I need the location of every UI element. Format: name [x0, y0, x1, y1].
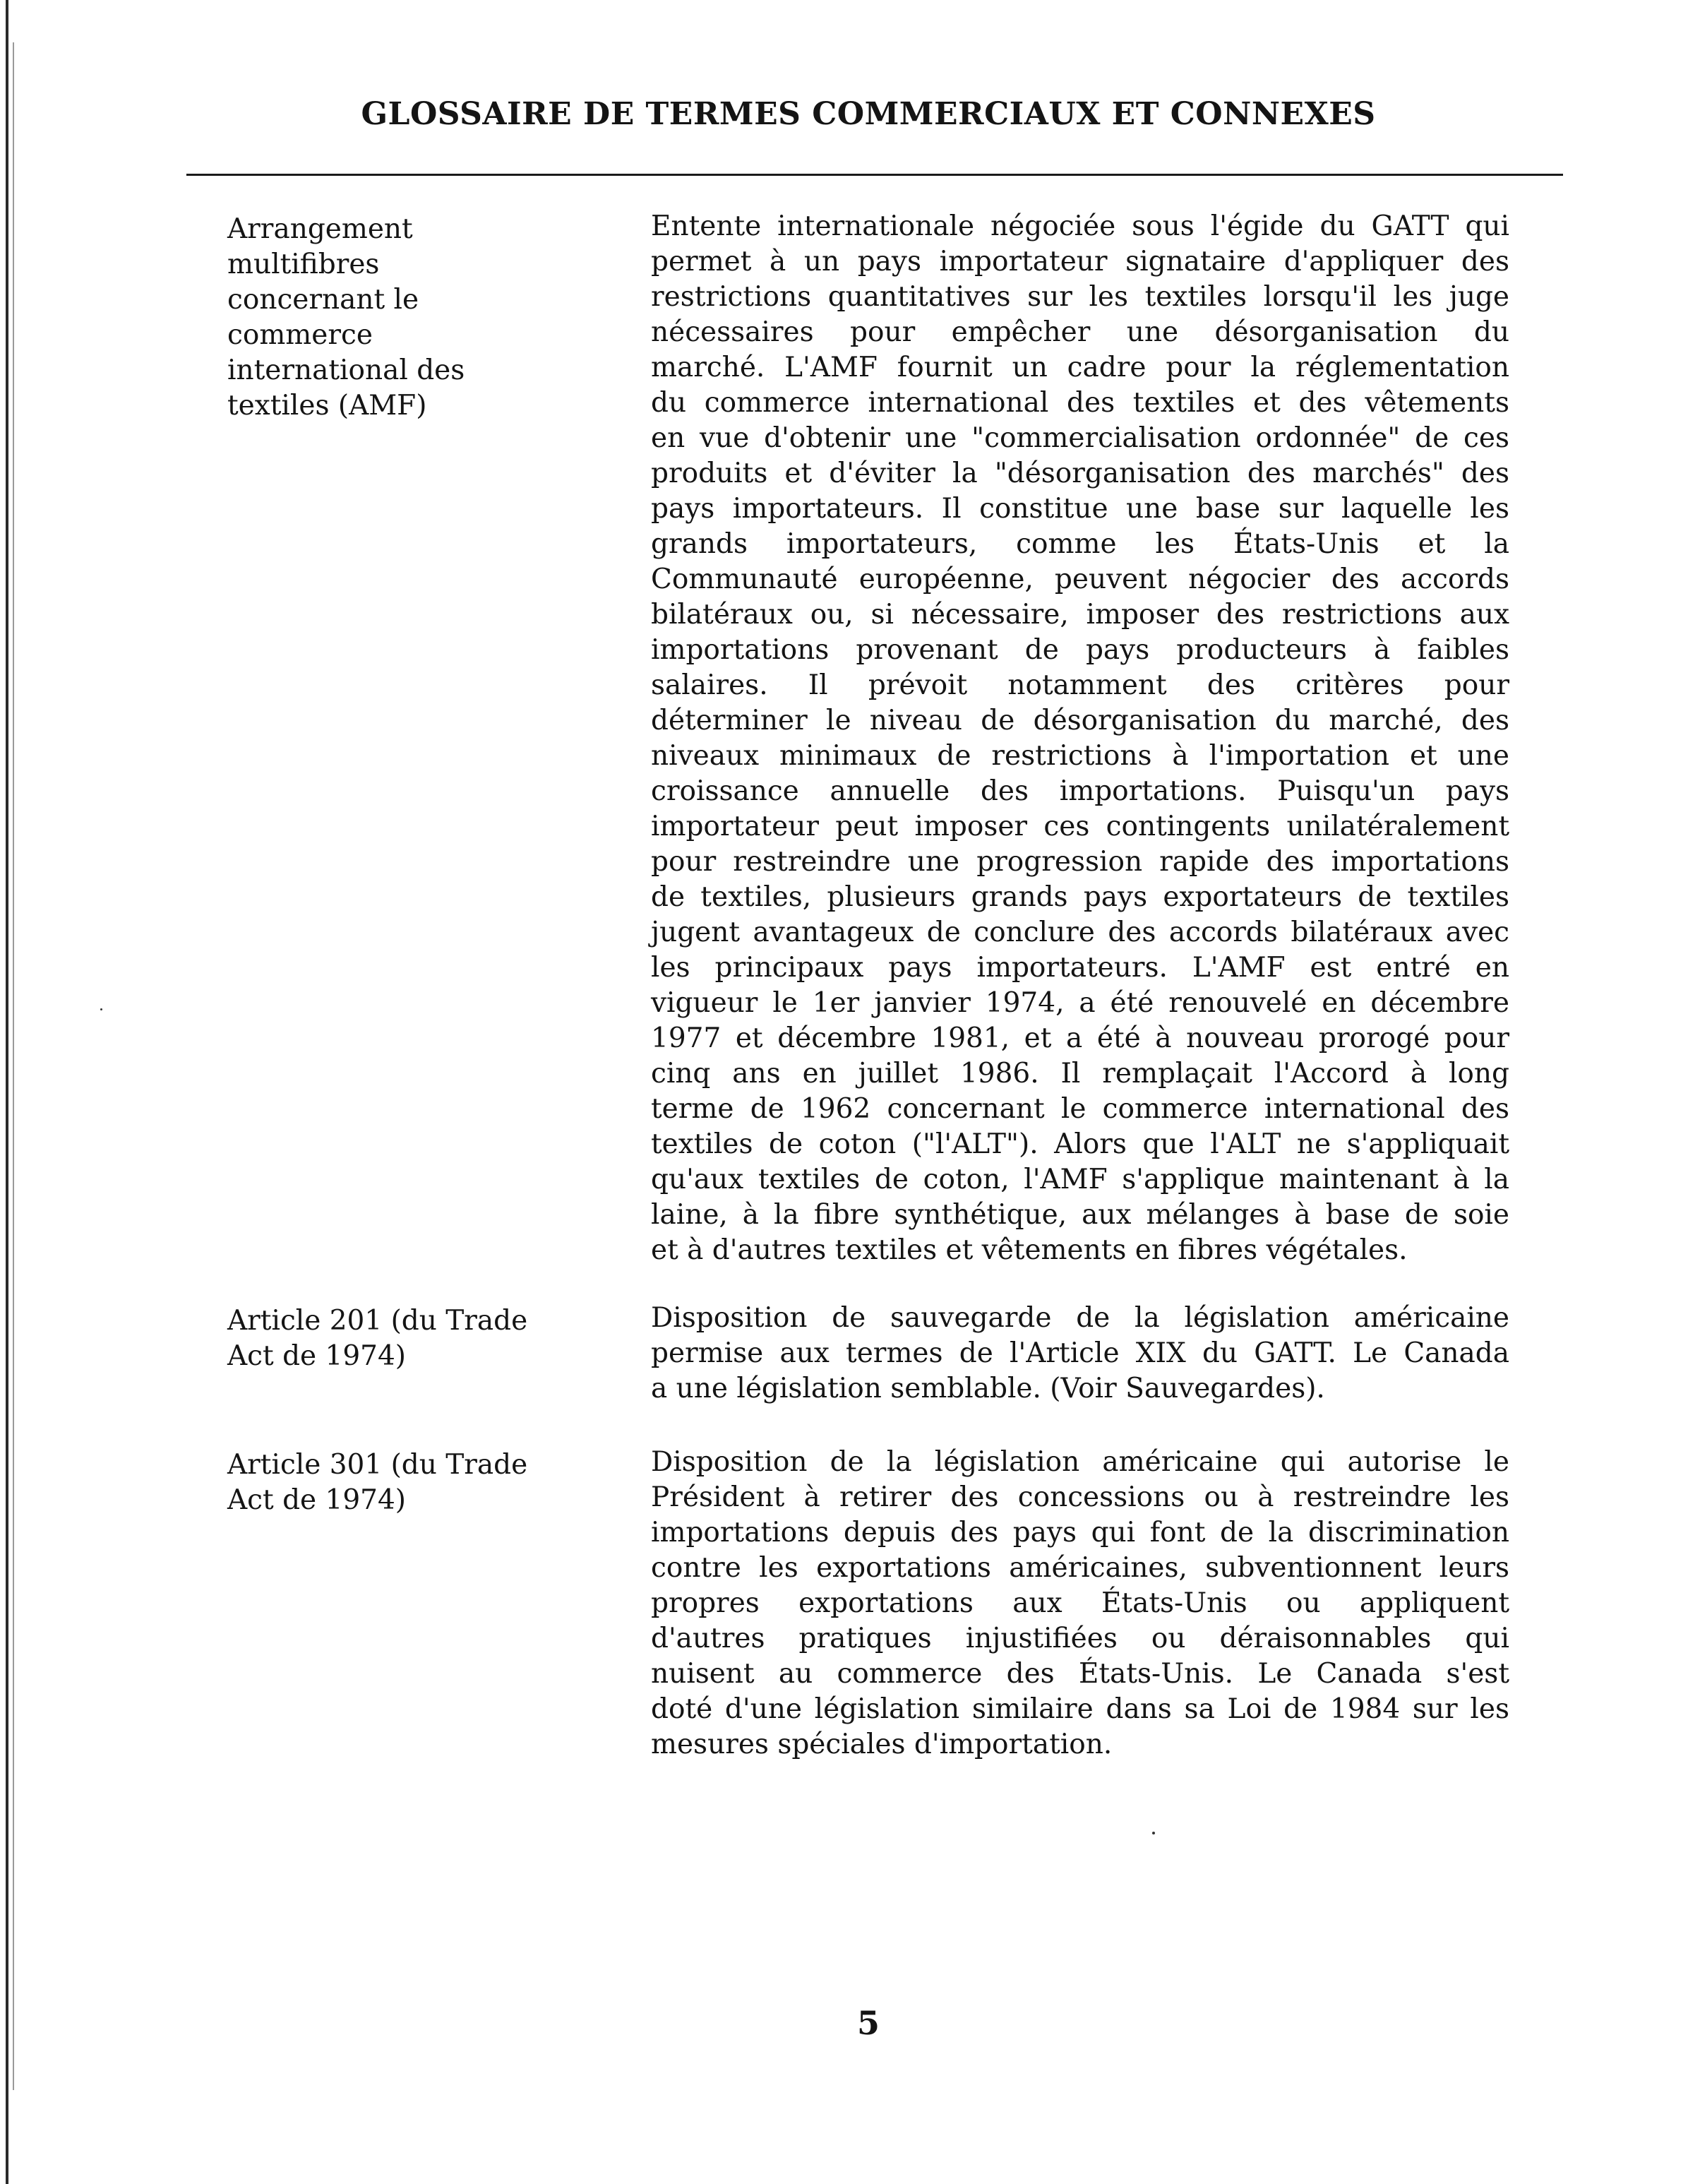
definition-line: en vue d'obtenir une "commercialisation ordonnée" de ces [651, 422, 1509, 454]
definition-line: croissance annuelle des importations. Puisqu'un pays [651, 775, 1509, 807]
scan-edge [6, 0, 8, 2184]
definition-line: permise aux termes de l'Article XIX du GATT. Le Canada [651, 1337, 1509, 1369]
term-line: concernant le [227, 284, 419, 316]
definition-line: terme de 1962 concernant le commerce international des [651, 1093, 1509, 1125]
definition-line: de textiles, plusieurs grands pays exportateurs de textiles [651, 881, 1509, 913]
definition-line: d'autres pratiques injustifiées ou déraisonnables qui [651, 1623, 1509, 1654]
scan-speck [100, 1008, 102, 1010]
term-line: commerce [227, 319, 373, 351]
glossary-term [227, 1303, 594, 1374]
definition-line: produits et d'éviter la "désorganisation des marchés" des [651, 458, 1509, 489]
glossary-term [227, 212, 594, 424]
definition-line: Disposition de sauvegarde de la législation américaine [651, 1302, 1509, 1334]
term-line: multifibres [227, 249, 380, 280]
term-line: Article 201 (du Trade [227, 1305, 528, 1337]
definition-line: propres exportations aux États-Unis ou appliquent [651, 1587, 1509, 1619]
term-line: international des [227, 354, 465, 386]
definition-line: niveaux minimaux de restrictions à l'importation et une [651, 740, 1509, 772]
definition-line: doté d'une législation similaire dans sa Loi de 1984 sur les [651, 1693, 1509, 1725]
definition-line: qu'aux textiles de coton, l'AMF s'applique maintenant à la [651, 1164, 1509, 1195]
definition-line: pays importateurs. Il constitue une base sur laquelle les [651, 493, 1509, 525]
definition-line: laine, à la fibre synthétique, aux mélanges à base de soie [651, 1199, 1509, 1231]
definition-line: jugent avantageux de conclure des accords bilatéraux avec [651, 917, 1509, 948]
definition-line: bilatéraux ou, si nécessaire, imposer des restrictions aux [651, 599, 1509, 631]
term-line: Arrangement [227, 213, 413, 245]
definition-line: contre les exportations américaines, subventionnent leurs [651, 1552, 1509, 1584]
definition-line: Communauté européenne, peuvent négocier des accords [651, 563, 1509, 595]
term-line: textiles (AMF) [227, 390, 427, 422]
definition-line: pour restreindre une progression rapide des importations [651, 846, 1509, 878]
definition-line: salaires. Il prévoit notamment des critères pour [651, 669, 1509, 701]
definition-line: textiles de coton ("l'ALT"). Alors que l'ALT ne s'appliquait [651, 1128, 1509, 1160]
definition-line: a une législation semblable. (Voir Sauvegardes). [651, 1373, 1325, 1404]
definition-line: du commerce international des textiles et des vêtements [651, 387, 1509, 419]
scan-edge-shadow [13, 42, 14, 2090]
term-line: Article 301 (du Trade [227, 1449, 528, 1481]
glossary-definition [651, 209, 1509, 1268]
scan-speck [1152, 1832, 1155, 1834]
definition-line: vigueur le 1er janvier 1974, a été renouvelé en décembre [651, 987, 1509, 1019]
definition-line: Président à retirer des concessions ou à restreindre les [651, 1481, 1509, 1513]
title-divider [186, 174, 1563, 176]
glossary-definition [651, 1445, 1509, 1762]
definition-line: les principaux pays importateurs. L'AMF est entré en [651, 952, 1509, 984]
glossary-definition [651, 1301, 1509, 1407]
definition-line: nécessaires pour empêcher une désorganisation du [651, 316, 1509, 348]
definition-line: Entente internationale négociée sous l'égide du GATT qui [651, 210, 1509, 242]
definition-line: nuisent au commerce des États-Unis. Le Canada s'est [651, 1658, 1509, 1690]
page-number: 5 [856, 2004, 880, 2042]
page-title: GLOSSAIRE DE TERMES COMMERCIAUX ET CONNEXES [361, 96, 1376, 132]
definition-line: cinq ans en juillet 1986. Il remplaçait l'Accord à long [651, 1058, 1509, 1090]
term-line: Act de 1974) [227, 1340, 406, 1372]
definition-line: importateur peut imposer ces contingents unilatéralement [651, 811, 1509, 842]
definition-line: permet à un pays importateur signataire d'appliquer des [651, 246, 1509, 278]
definition-line: importations provenant de pays producteurs à faibles [651, 634, 1509, 666]
definition-line: 1977 et décembre 1981, et a été à nouveau prorogé pour [651, 1022, 1509, 1054]
definition-line: restrictions quantitatives sur les textiles lorsqu'il les juge [651, 281, 1509, 313]
definition-line: déterminer le niveau de désorganisation du marché, des [651, 705, 1509, 736]
definition-line: grands importateurs, comme les États-Unis et la [651, 528, 1509, 560]
glossary-term [227, 1448, 594, 1518]
definition-line: et à d'autres textiles et vêtements en fibres végétales. [651, 1234, 1408, 1266]
definition-line: Disposition de la législation américaine qui autorise le [651, 1446, 1509, 1478]
definition-line: mesures spéciales d'importation. [651, 1729, 1113, 1760]
definition-line: marché. L'AMF fournit un cadre pour la réglementation [651, 352, 1509, 383]
definition-line: importations depuis des pays qui font de la discrimination [651, 1517, 1509, 1549]
term-line: Act de 1974) [227, 1484, 406, 1516]
